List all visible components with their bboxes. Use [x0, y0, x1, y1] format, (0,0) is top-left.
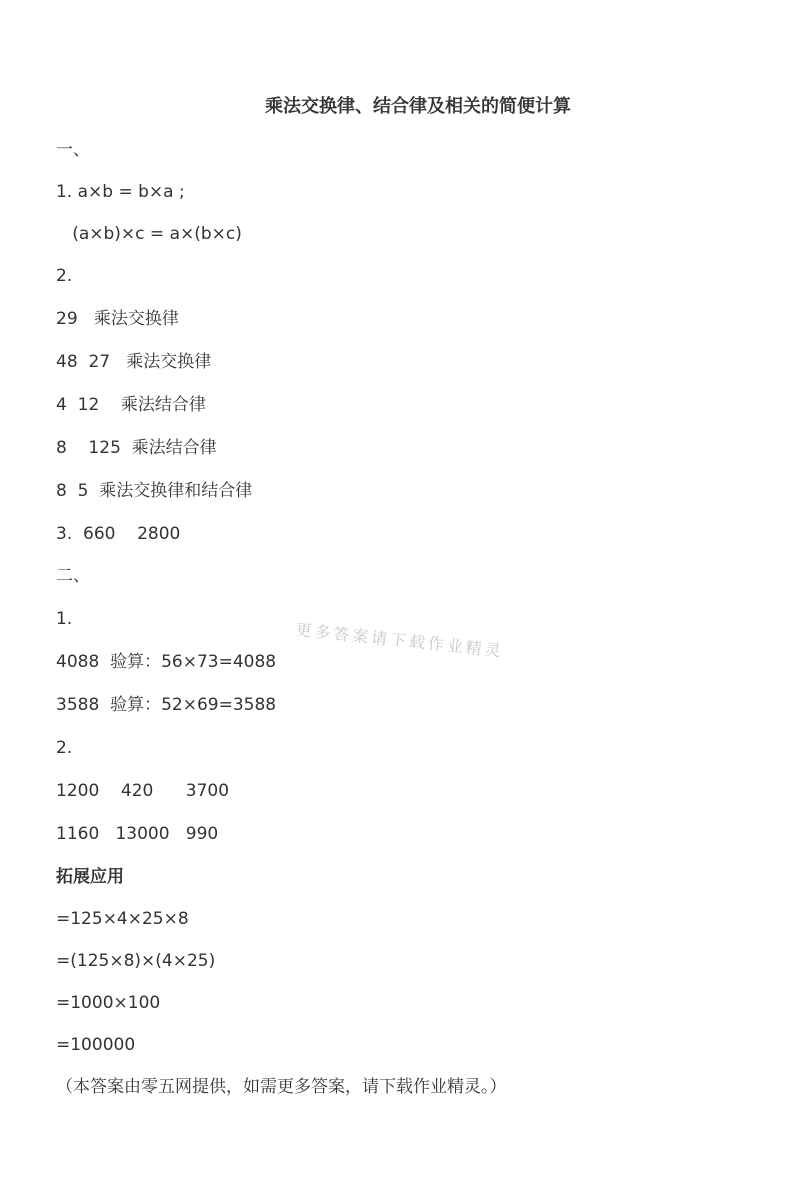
answer-line: 4 12 乘法结合律	[56, 395, 206, 415]
question-number: 2.	[56, 266, 73, 286]
calc-step: =125×4×25×8	[56, 909, 189, 929]
answer-line: 8 5 乘法交换律和结合律	[56, 481, 253, 501]
answer-line: 1200 420 3700	[56, 781, 230, 801]
answer-line: 8 125 乘法结合律	[56, 438, 217, 458]
question-number: 2.	[56, 738, 73, 758]
footer-note: （本答案由零五网提供，如需更多答案，请下载作业精灵。）	[56, 1077, 507, 1097]
answer-line: 1. a×b = b×a ;	[56, 182, 185, 202]
section-heading-1: 一、	[56, 140, 90, 160]
answer-line: 3. 660 2800	[56, 524, 181, 544]
calc-step: =(125×8)×(4×25)	[56, 951, 216, 971]
answer-line: 4088 验算：56×73=4088	[56, 652, 277, 672]
section-heading-2: 二、	[56, 566, 90, 586]
answer-line: (a×b)×c = a×(b×c)	[56, 224, 242, 244]
page-title: 乘法交换律、结合律及相关的简便计算	[265, 96, 571, 117]
answer-line: 48 27 乘法交换律	[56, 352, 212, 372]
answer-line: 3588 验算：52×69=3588	[56, 695, 277, 715]
watermark: 更多答案请下载作业精灵	[294, 619, 505, 661]
calc-step: =100000	[56, 1035, 136, 1055]
answer-line: 1160 13000 990	[56, 824, 219, 844]
answer-line: 29 乘法交换律	[56, 309, 179, 329]
question-number: 1.	[56, 609, 73, 629]
calc-step: =1000×100	[56, 993, 161, 1013]
section-heading-extension: 拓展应用	[56, 867, 124, 887]
